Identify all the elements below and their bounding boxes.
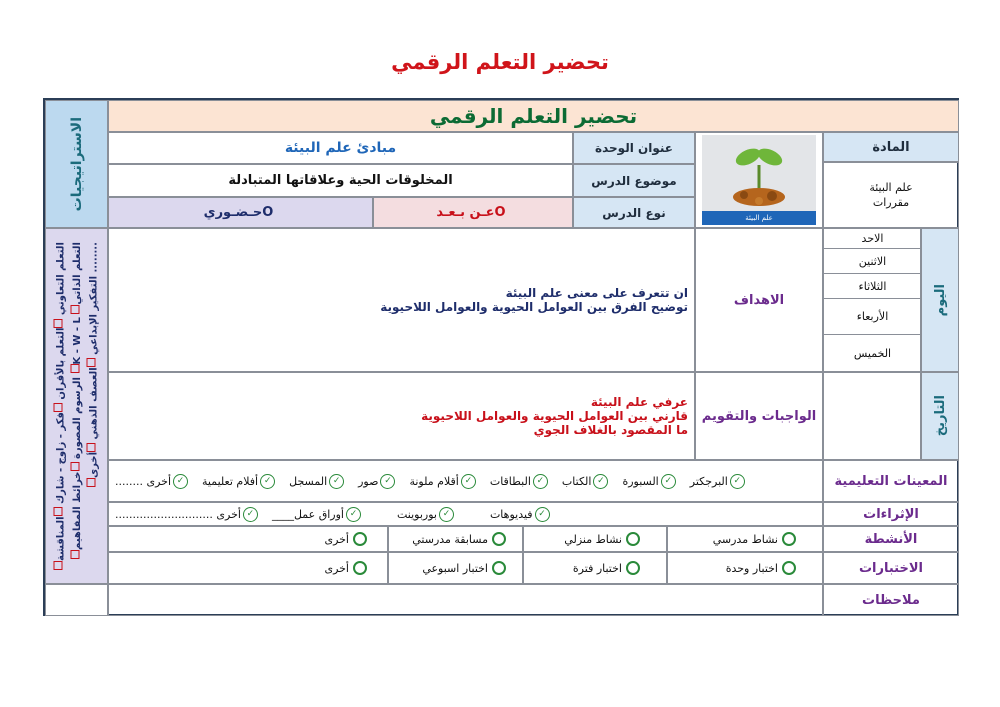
- table-header-title: تحضير التعلم الرقمي: [108, 100, 959, 132]
- strategy-item: المناقشة: [55, 516, 67, 561]
- strategy-item: العصف الذهني: [88, 367, 100, 440]
- subject-value: علم البيئة مقررات: [823, 162, 959, 228]
- check-icon: ✓: [439, 507, 454, 522]
- enrichment-option[interactable]: [397, 507, 456, 522]
- notes-label: ملاحظات: [823, 584, 959, 616]
- check-icon: ✓: [730, 474, 745, 489]
- test-option[interactable]: [108, 552, 388, 584]
- presence-radio-icon[interactable]: O: [262, 205, 274, 220]
- strategy-item: K - W - L: [71, 317, 83, 365]
- aid-option[interactable]: [202, 474, 277, 489]
- activity-text: نشاط منزلي: [564, 532, 622, 546]
- strategies-label: الاستراتيجيات: [68, 116, 85, 212]
- unit-label: عنوان الوحدة: [573, 132, 695, 164]
- aid-label: المسجل: [289, 474, 328, 488]
- enrichment-label: الإثراءات: [823, 502, 959, 526]
- strategy-item: التعلم الذاتي: [71, 242, 83, 305]
- subject-label: المادة: [823, 132, 959, 162]
- aids-options: [108, 460, 823, 502]
- aid-option[interactable]: [622, 474, 677, 489]
- check-icon: ✓: [533, 474, 548, 489]
- strategy-item: التعلم التعاوني: [55, 242, 67, 316]
- unit-value: مبادئ علم البيئة: [108, 132, 573, 164]
- day-item: الاحد: [824, 229, 921, 249]
- tests-label: الاختبارات: [823, 552, 959, 584]
- day-item: الأربعاء: [824, 299, 921, 335]
- date-label: التاريخ: [932, 395, 948, 437]
- enrichment-options: [108, 502, 823, 526]
- remote-label: عـن بـعـد: [436, 205, 495, 220]
- strategy-item: التعلم بالأقران: [55, 327, 67, 400]
- enrichment-text: أوراق عمل____: [271, 507, 344, 521]
- page-title: تحضير التعلم الرقمي: [391, 50, 609, 74]
- radio-icon[interactable]: [782, 561, 796, 575]
- strategies-footer: [45, 584, 108, 616]
- aid-label: أفلام تعليمية: [202, 474, 259, 488]
- day-label: اليوم: [932, 283, 948, 317]
- aid-option[interactable]: [115, 474, 190, 489]
- aid-label: أخرى ........: [115, 474, 172, 488]
- homework-label: الواجبات والتقويم: [695, 372, 823, 460]
- strategies-list: [45, 228, 108, 584]
- strategies-header: [45, 100, 108, 228]
- aid-label: أقلام ملونة: [409, 474, 459, 488]
- radio-icon[interactable]: [353, 561, 367, 575]
- day-item: الثلاثاء: [824, 274, 921, 299]
- objectives-content: [108, 228, 695, 372]
- day-header: [921, 228, 959, 372]
- radio-icon[interactable]: [626, 532, 640, 546]
- activity-text: مسابقة مدرستي: [412, 532, 488, 546]
- aid-option[interactable]: [289, 474, 346, 489]
- image-caption: علم البيئة: [702, 211, 816, 225]
- presence-label: حـضـوري: [203, 205, 263, 220]
- enrichment-option[interactable]: [272, 507, 363, 522]
- aid-option[interactable]: [690, 474, 747, 489]
- aid-label: البطاقات: [489, 474, 531, 488]
- aid-option[interactable]: [562, 474, 611, 489]
- activity-option[interactable]: [523, 526, 667, 552]
- check-icon: ✓: [380, 474, 395, 489]
- lesson-type-label: نوع الدرس: [573, 197, 695, 228]
- strategies-items: [52, 242, 102, 570]
- aid-label: صور: [358, 474, 379, 488]
- date-value: [823, 372, 921, 460]
- check-icon: ✓: [346, 507, 361, 522]
- notes-input[interactable]: [108, 584, 823, 616]
- test-option[interactable]: [523, 552, 667, 584]
- aid-option[interactable]: [409, 474, 477, 489]
- radio-icon[interactable]: [492, 532, 506, 546]
- enrichment-text: بوربوينت: [396, 507, 437, 521]
- homework-line: ما المقصود بالغلاف الجوي: [533, 423, 688, 437]
- strategy-item: الرسوم المصورة: [71, 376, 83, 459]
- check-icon: ✓: [243, 507, 258, 522]
- homework-line: عرفي علم البيئة: [590, 395, 688, 409]
- enrichment-option[interactable]: [115, 507, 260, 522]
- enrichment-option[interactable]: [490, 507, 552, 522]
- activity-option[interactable]: [388, 526, 523, 552]
- objective-line: ان تتعرف على معنى علم البيئة: [505, 286, 688, 300]
- lesson-type-presence[interactable]: [108, 197, 373, 228]
- aid-option[interactable]: [490, 474, 550, 489]
- radio-icon[interactable]: [782, 532, 796, 546]
- aid-label: السبورة: [622, 474, 659, 488]
- enrichment-text: فيديوهات: [489, 507, 533, 521]
- test-option[interactable]: [667, 552, 823, 584]
- activity-text: أخرى: [324, 532, 349, 546]
- strategy-item: خرائط المفاهيم: [71, 471, 83, 550]
- test-text: اختبار فترة: [572, 561, 622, 575]
- aid-option[interactable]: [358, 474, 397, 489]
- test-text: أخرى: [324, 561, 349, 575]
- strategy-item: فكر - زاوج - شارك: [55, 412, 67, 504]
- lesson-type-remote[interactable]: [373, 197, 573, 228]
- day-item: الاثنين: [824, 249, 921, 274]
- test-option[interactable]: [388, 552, 523, 584]
- activity-option[interactable]: [108, 526, 388, 552]
- check-icon: ✓: [593, 474, 608, 489]
- plant-icon: [702, 135, 816, 211]
- aid-label: البرجكتر: [689, 474, 728, 488]
- day-item: الخميس: [853, 346, 892, 360]
- objective-line: توضيح الفرق بين العوامل الحيوية والعوامل اللاحيوية: [380, 300, 688, 314]
- strategy-item: التفكير الإبداعي: [88, 275, 100, 355]
- radio-icon[interactable]: [626, 561, 640, 575]
- enrichment-text: أخرى ............................: [115, 507, 241, 521]
- aids-label: المعينات التعليمية: [823, 460, 959, 502]
- date-header: [921, 372, 959, 460]
- remote-radio-icon[interactable]: O: [494, 205, 506, 220]
- check-icon: ✓: [260, 474, 275, 489]
- strategy-item: أخرى ........: [88, 242, 100, 478]
- check-icon: ✓: [661, 474, 676, 489]
- objectives-label: الاهداف: [695, 228, 823, 372]
- aid-label: الكتاب: [561, 474, 592, 488]
- radio-icon[interactable]: [492, 561, 506, 575]
- homework-content: [108, 372, 695, 460]
- activities-label: الأنشطة: [823, 526, 959, 552]
- test-text: اختبار اسبوعي: [422, 561, 488, 575]
- activity-option[interactable]: [667, 526, 823, 552]
- check-icon: ✓: [173, 474, 188, 489]
- check-icon: ✓: [329, 474, 344, 489]
- radio-icon[interactable]: [353, 532, 367, 546]
- lesson-label: موضوع الدرس: [573, 164, 695, 197]
- plant-image: [702, 135, 816, 225]
- days-list: [823, 228, 921, 372]
- lesson-plan-table: [43, 98, 959, 616]
- check-icon: ✓: [535, 507, 550, 522]
- activity-text: نشاط مدرسي: [712, 532, 778, 546]
- lesson-value: المخلوقات الحية وعلاقاتها المتبادلة: [108, 164, 573, 197]
- subject-image-cell: [695, 132, 823, 228]
- homework-line: قارني بين العوامل الحيوية والعوامل اللاحيوية: [421, 409, 688, 423]
- check-icon: ✓: [461, 474, 476, 489]
- test-text: اختبار وحدة: [725, 561, 778, 575]
